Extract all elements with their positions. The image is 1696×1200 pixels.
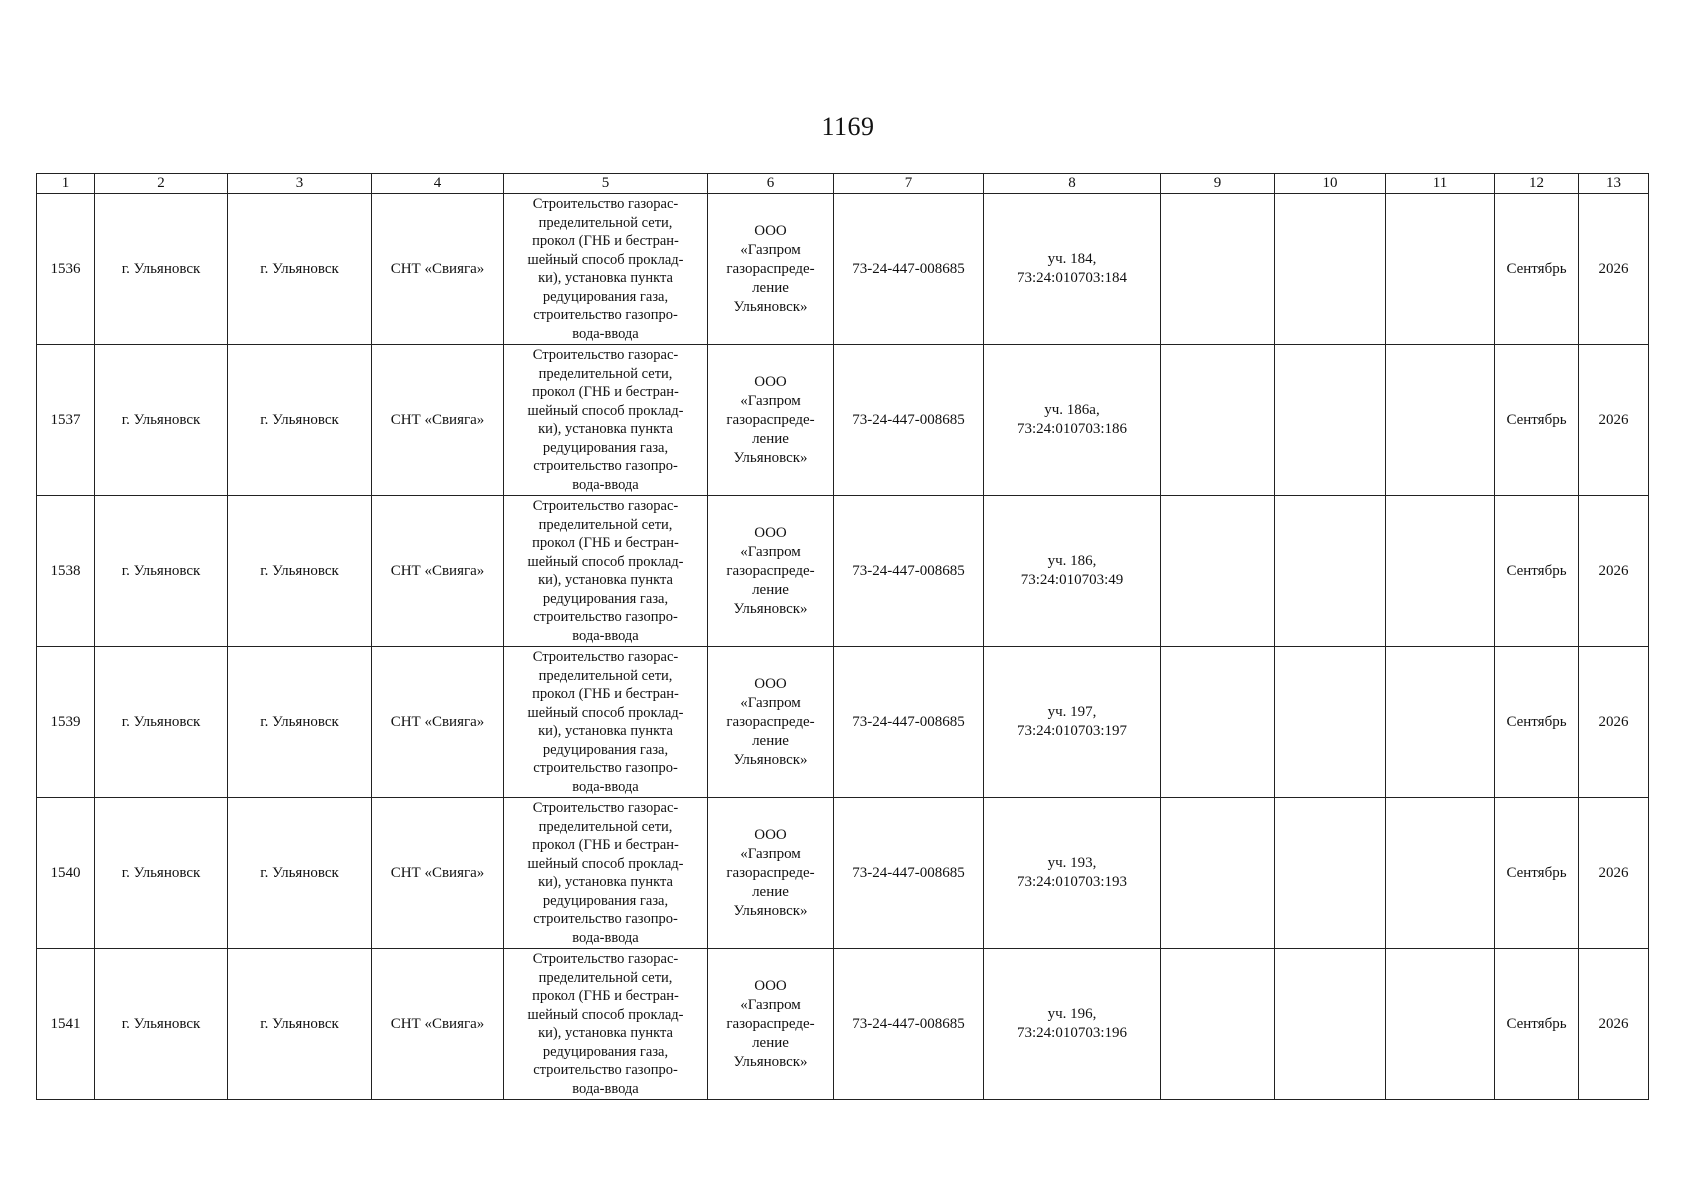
register-table — [36, 173, 1649, 1100]
work-description-line: редуцирования газа, — [542, 892, 669, 909]
month-cell: Сентябрь — [1495, 949, 1579, 1100]
work-description-line: вода-ввода — [572, 627, 639, 644]
year-cell: 2026 — [1579, 345, 1649, 496]
city-cell: г. Ульяновск — [95, 194, 228, 345]
work-description-line: строительство газопро- — [533, 911, 678, 927]
plot-number: уч. 184, — [1047, 251, 1097, 267]
work-description-line: вода-ввода — [572, 476, 639, 493]
work-description-line: Строительство газорас- — [532, 498, 679, 514]
plot-cell — [984, 345, 1161, 496]
municipality-cell: г. Ульяновск — [228, 798, 372, 949]
row-number: 1541 — [37, 949, 95, 1100]
plot-number: уч. 186, — [1047, 553, 1097, 569]
month-cell: Сентябрь — [1495, 345, 1579, 496]
column-header: 10 — [1275, 174, 1386, 194]
organization-line: газораспреде- — [726, 411, 815, 428]
organization-line: ление — [752, 279, 789, 296]
year-cell: 2026 — [1579, 647, 1649, 798]
settlement-cell: СНТ «Свияга» — [372, 949, 504, 1100]
year-cell: 2026 — [1579, 798, 1649, 949]
organization-cell — [708, 496, 834, 647]
work-description-line: шейный способ проклад- — [527, 855, 684, 872]
code-cell: 73-24-447-008685 — [834, 647, 984, 798]
organization-line: «Газпром — [740, 543, 801, 560]
work-description-line: Строительство газорас- — [532, 649, 679, 665]
work-description-line: Строительство газорас- — [532, 800, 679, 816]
organization-line: ООО — [754, 826, 787, 843]
work-description-line: шейный способ проклад- — [527, 1006, 684, 1023]
column-header: 11 — [1386, 174, 1495, 194]
municipality-cell: г. Ульяновск — [228, 496, 372, 647]
col11-cell — [1386, 194, 1495, 345]
organization-cell — [708, 194, 834, 345]
code-cell: 73-24-447-008685 — [834, 949, 984, 1100]
municipality-cell: г. Ульяновск — [228, 194, 372, 345]
organization-line: «Газпром — [740, 694, 801, 711]
column-header: 6 — [708, 174, 834, 194]
organization-cell — [708, 345, 834, 496]
work-description-cell — [504, 647, 708, 798]
work-description-line: прокол (ГНБ и бестран- — [532, 233, 679, 249]
work-description-cell — [504, 798, 708, 949]
col10-cell — [1275, 798, 1386, 949]
col11-cell — [1386, 798, 1495, 949]
city-cell: г. Ульяновск — [95, 647, 228, 798]
table-body — [37, 194, 1649, 1100]
cadastral-number: 73:24:010703:193 — [1016, 874, 1127, 890]
municipality-cell: г. Ульяновск — [228, 647, 372, 798]
work-description-line: вода-ввода — [572, 929, 639, 946]
organization-line: ление — [752, 732, 789, 749]
table-row — [37, 798, 1649, 949]
col10-cell — [1275, 345, 1386, 496]
work-description-line: шейный способ проклад- — [527, 553, 684, 570]
work-description-line: ки), установка пункта — [538, 723, 673, 739]
work-description-line: ки), установка пункта — [538, 1025, 673, 1041]
col9-cell — [1161, 647, 1275, 798]
code-cell: 73-24-447-008685 — [834, 345, 984, 496]
work-description-line: редуцирования газа, — [542, 288, 669, 305]
organization-line: Ульяновск» — [733, 298, 808, 315]
organization-cell — [708, 647, 834, 798]
organization-line: ление — [752, 430, 789, 447]
work-description-line: строительство газопро- — [533, 609, 678, 625]
work-description-line: шейный способ проклад- — [527, 704, 684, 721]
work-description-line: редуцирования газа, — [542, 1043, 669, 1060]
page-number: 1169 — [821, 112, 875, 141]
work-description-line: прокол (ГНБ и бестран- — [532, 535, 679, 551]
organization-line: Ульяновск» — [733, 449, 808, 466]
organization-line: ООО — [754, 675, 787, 692]
organization-line: Ульяновск» — [733, 600, 808, 617]
work-description-line: пределительной сети, — [538, 516, 673, 533]
plot-cell — [984, 647, 1161, 798]
organization-line: «Газпром — [740, 996, 801, 1013]
work-description-line: шейный способ проклад- — [527, 402, 684, 419]
organization-line: «Газпром — [740, 392, 801, 409]
code-cell: 73-24-447-008685 — [834, 194, 984, 345]
work-description-line: шейный способ проклад- — [527, 251, 684, 268]
work-description-line: Строительство газорас- — [532, 951, 679, 967]
cadastral-number: 73:24:010703:49 — [1020, 572, 1124, 588]
plot-cell — [984, 798, 1161, 949]
organization-line: ление — [752, 1034, 789, 1051]
work-description-line: пределительной сети, — [538, 818, 673, 835]
work-description-line: ки), установка пункта — [538, 874, 673, 890]
work-description-cell — [504, 345, 708, 496]
work-description-line: строительство газопро- — [533, 307, 678, 323]
work-description-line: редуцирования газа, — [542, 439, 669, 456]
code-cell: 73-24-447-008685 — [834, 496, 984, 647]
col11-cell — [1386, 647, 1495, 798]
header-row — [37, 174, 1649, 194]
city-cell: г. Ульяновск — [95, 798, 228, 949]
year-cell: 2026 — [1579, 949, 1649, 1100]
column-header: 1 — [37, 174, 95, 194]
work-description-line: ки), установка пункта — [538, 421, 673, 437]
organization-line: ООО — [754, 977, 787, 994]
work-description-line: ки), установка пункта — [538, 572, 673, 588]
col10-cell — [1275, 949, 1386, 1100]
column-header: 8 — [984, 174, 1161, 194]
column-header: 12 — [1495, 174, 1579, 194]
cadastral-number: 73:24:010703:186 — [1016, 421, 1127, 437]
work-description-line: прокол (ГНБ и бестран- — [532, 384, 679, 400]
table-header — [37, 174, 1649, 194]
work-description-line: строительство газопро- — [533, 760, 678, 776]
organization-line: «Газпром — [740, 845, 801, 862]
row-number: 1536 — [37, 194, 95, 345]
col9-cell — [1161, 194, 1275, 345]
row-number: 1540 — [37, 798, 95, 949]
month-cell: Сентябрь — [1495, 496, 1579, 647]
col10-cell — [1275, 647, 1386, 798]
work-description-line: Строительство газорас- — [532, 347, 679, 363]
col11-cell — [1386, 949, 1495, 1100]
work-description-line: пределительной сети, — [538, 969, 673, 986]
plot-number: уч. 196, — [1047, 1006, 1097, 1022]
city-cell: г. Ульяновск — [95, 496, 228, 647]
work-description-line: редуцирования газа, — [542, 741, 669, 758]
organization-line: ООО — [754, 373, 787, 390]
organization-line: газораспреде- — [726, 562, 815, 579]
settlement-cell: СНТ «Свияга» — [372, 798, 504, 949]
work-description-line: вода-ввода — [572, 325, 639, 342]
col9-cell — [1161, 345, 1275, 496]
municipality-cell: г. Ульяновск — [228, 949, 372, 1100]
work-description-cell — [504, 949, 708, 1100]
cadastral-number: 73:24:010703:196 — [1016, 1025, 1127, 1041]
organization-cell — [708, 798, 834, 949]
settlement-cell: СНТ «Свияга» — [372, 194, 504, 345]
col10-cell — [1275, 194, 1386, 345]
month-cell: Сентябрь — [1495, 647, 1579, 798]
organization-line: ООО — [754, 524, 787, 541]
cadastral-number: 73:24:010703:184 — [1016, 270, 1127, 286]
month-cell: Сентябрь — [1495, 194, 1579, 345]
work-description-line: пределительной сети, — [538, 214, 673, 231]
work-description-line: Строительство газорас- — [532, 196, 679, 212]
work-description-line: вода-ввода — [572, 1080, 639, 1097]
settlement-cell: СНТ «Свияга» — [372, 345, 504, 496]
organization-line: газораспреде- — [726, 260, 815, 277]
work-description-line: прокол (ГНБ и бестран- — [532, 686, 679, 702]
work-description-line: пределительной сети, — [538, 365, 673, 382]
table-row — [37, 496, 1649, 647]
plot-cell — [984, 194, 1161, 345]
row-number: 1538 — [37, 496, 95, 647]
plot-cell — [984, 949, 1161, 1100]
organization-line: газораспреде- — [726, 713, 815, 730]
col10-cell — [1275, 496, 1386, 647]
row-number: 1539 — [37, 647, 95, 798]
month-cell: Сентябрь — [1495, 798, 1579, 949]
table-row — [37, 949, 1649, 1100]
table-row — [37, 647, 1649, 798]
city-cell: г. Ульяновск — [95, 949, 228, 1100]
settlement-cell: СНТ «Свияга» — [372, 496, 504, 647]
row-number: 1537 — [37, 345, 95, 496]
organization-line: газораспреде- — [726, 1015, 815, 1032]
work-description-line: прокол (ГНБ и бестран- — [532, 988, 679, 1004]
work-description-line: пределительной сети, — [538, 667, 673, 684]
col9-cell — [1161, 496, 1275, 647]
organization-line: Ульяновск» — [733, 751, 808, 768]
work-description-cell — [504, 496, 708, 647]
column-header: 13 — [1579, 174, 1649, 194]
table-row — [37, 345, 1649, 496]
plot-cell — [984, 496, 1161, 647]
plot-number: уч. 197, — [1047, 704, 1097, 720]
column-header: 7 — [834, 174, 984, 194]
work-description-line: строительство газопро- — [533, 458, 678, 474]
work-description-line: вода-ввода — [572, 778, 639, 795]
organization-line: Ульяновск» — [733, 1053, 808, 1070]
organization-line: ление — [752, 581, 789, 598]
table-row — [37, 194, 1649, 345]
organization-line: ООО — [754, 222, 787, 239]
col9-cell — [1161, 949, 1275, 1100]
city-cell: г. Ульяновск — [95, 345, 228, 496]
organization-line: Ульяновск» — [733, 902, 808, 919]
col9-cell — [1161, 798, 1275, 949]
cadastral-number: 73:24:010703:197 — [1016, 723, 1127, 739]
organization-line: газораспреде- — [726, 864, 815, 881]
work-description-cell — [504, 194, 708, 345]
organization-cell — [708, 949, 834, 1100]
column-header: 4 — [372, 174, 504, 194]
plot-number: уч. 186а, — [1044, 402, 1100, 418]
organization-line: ление — [752, 883, 789, 900]
plot-number: уч. 193, — [1047, 855, 1097, 871]
col11-cell — [1386, 496, 1495, 647]
work-description-line: прокол (ГНБ и бестран- — [532, 837, 679, 853]
organization-line: «Газпром — [740, 241, 801, 258]
municipality-cell: г. Ульяновск — [228, 345, 372, 496]
year-cell: 2026 — [1579, 496, 1649, 647]
year-cell: 2026 — [1579, 194, 1649, 345]
work-description-line: ки), установка пункта — [538, 270, 673, 286]
col11-cell — [1386, 345, 1495, 496]
column-header: 2 — [95, 174, 228, 194]
code-cell: 73-24-447-008685 — [834, 798, 984, 949]
work-description-line: строительство газопро- — [533, 1062, 678, 1078]
column-header: 5 — [504, 174, 708, 194]
work-description-line: редуцирования газа, — [542, 590, 669, 607]
column-header: 9 — [1161, 174, 1275, 194]
column-header: 3 — [228, 174, 372, 194]
settlement-cell: СНТ «Свияга» — [372, 647, 504, 798]
